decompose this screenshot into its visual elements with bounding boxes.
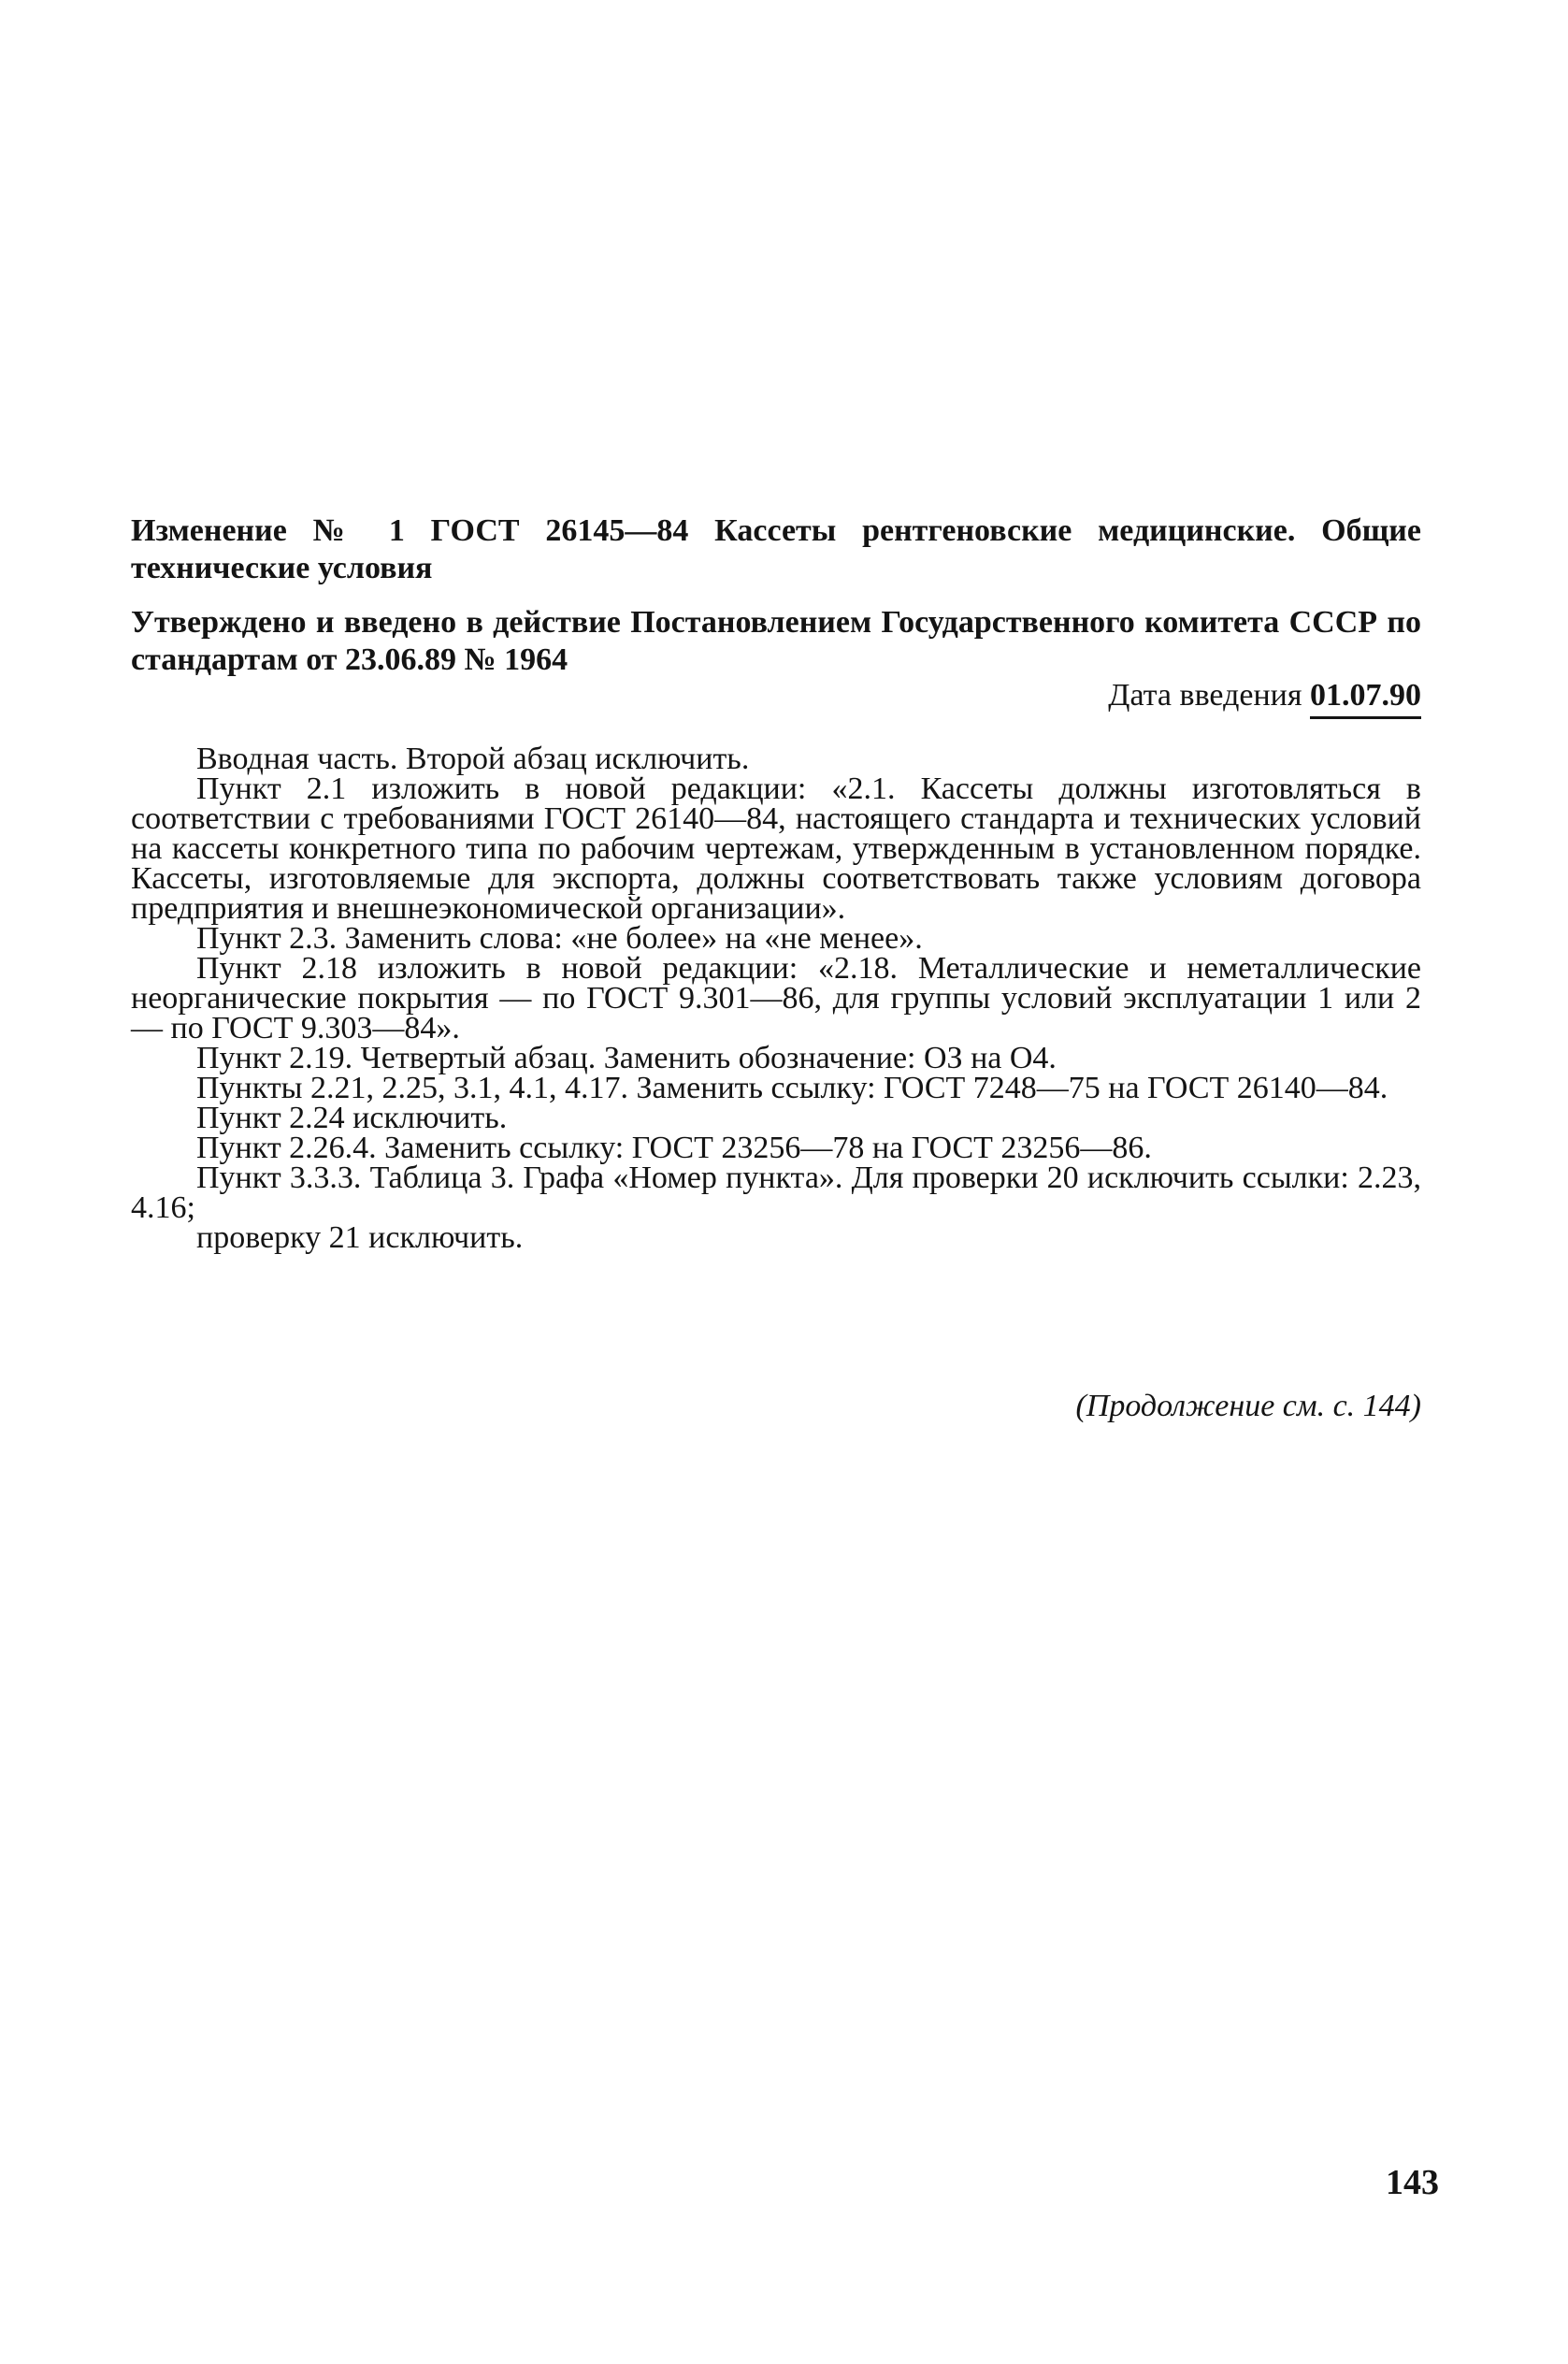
paragraph-2-19: Пункт 2.19. Четвертый абзац. Заменить обозначение: ОЗ на О4.: [196, 1041, 1057, 1075]
paragraph-2-24: Пункт 2.24 исключить.: [196, 1101, 508, 1135]
paragraph-2-18: Пункт 2.18 изложить в новой редакции: «2.18. Металлические и неметаллические неорганические покрытия — по ГОСТ 9.301—86, для группы условий эксплуатации 1 или 2 — по ГОСТ 9.303—84».: [131, 951, 1421, 1045]
amendment-body: [131, 744, 1421, 1253]
paragraph-2-26-4: Пункт 2.26.4. Заменить ссылку: ГОСТ 23256—78 на ГОСТ 23256—86.: [196, 1131, 1152, 1165]
effective-date: [1108, 677, 1421, 719]
continuation-note: (Продолжение см. с. 144): [1075, 1389, 1421, 1423]
paragraph-3-3-3: Пункт 3.3.3. Таблица 3. Графа «Номер пункта». Для проверки 20 исключить ссылки: 2.23, 4.16;: [131, 1160, 1421, 1225]
paragraph-intro: Вводная часть. Второй абзац исключить.: [196, 742, 750, 776]
paragraph-2-3: Пункт 2.3. Заменить слова: «не более» на «не менее».: [196, 921, 923, 956]
paragraph-2-1: Пункт 2.1 изложить в новой редакции: «2.1. Кассеты должны изготовляться в соответствии с требованиями ГОСТ 26140—84, настоящего стандарта и технических условий на кассеты конкретного типа по рабочим чертежам, утвержденным в установленном порядке. Кассеты, изготовляемые для экспорта, должны соответствовать также условиям договора предприятия и внешнеэкономической организации».: [131, 771, 1421, 926]
approval-statement: Утверждено и введено в действие Постановлением Государственного комитета СССР по стандартам от 23.06.89 № 1964: [131, 605, 1421, 677]
paragraph-2-21: Пункты 2.21, 2.25, 3.1, 4.1, 4.17. Заменить ссылку: ГОСТ 7248—75 на ГОСТ 26140—84.: [196, 1071, 1388, 1105]
page-number: 143: [1386, 2163, 1439, 2202]
paragraph-check-21: проверку 21 исключить.: [196, 1220, 524, 1255]
amendment-title: Изменение № 1 ГОСТ 26145—84 Кассеты рентгеновские медицинские. Общие технические условия: [131, 513, 1421, 585]
effective-date-value: 01.07.90: [1310, 677, 1421, 719]
effective-date-label: Дата введения: [1108, 678, 1302, 713]
